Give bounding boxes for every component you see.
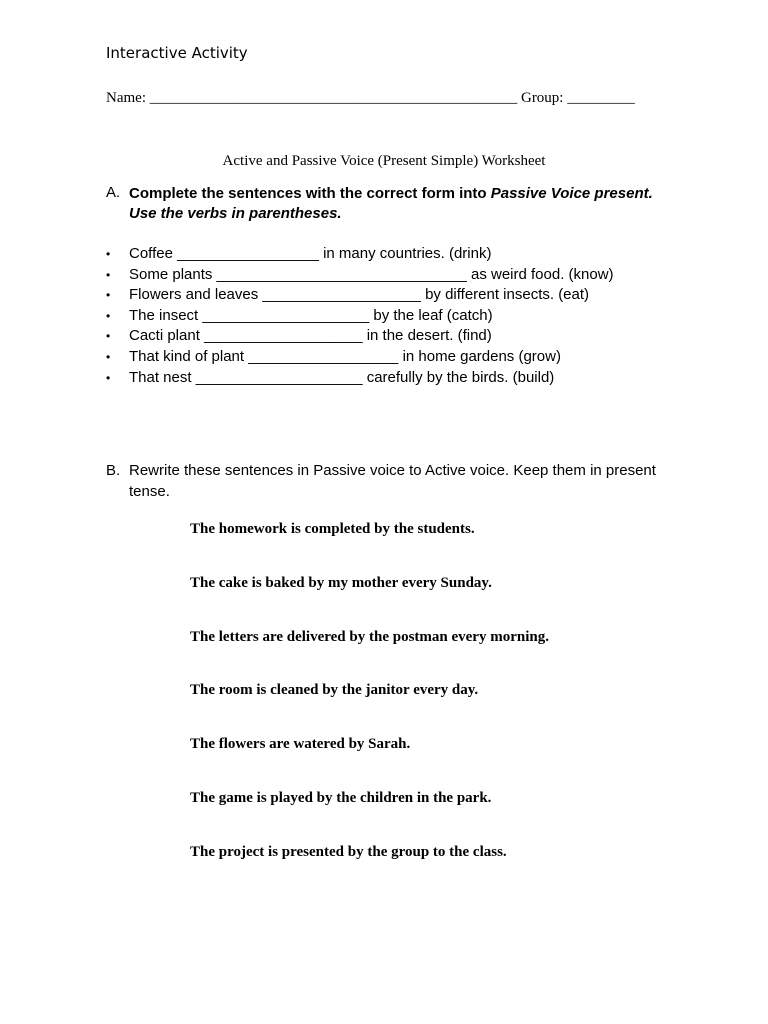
bullet-icon: • bbox=[106, 267, 111, 282]
bullet-icon: • bbox=[106, 370, 111, 385]
list-item: • Coffee _________________ in many countries. (drink) bbox=[106, 244, 614, 265]
section-a-instruction-italic: Passive Voice present. Use the verbs in parentheses. bbox=[129, 185, 653, 222]
section-b-sentences bbox=[190, 519, 549, 896]
section-a-marker: A. bbox=[106, 184, 121, 201]
list-item: • The insect ____________________ by the leaf (catch) bbox=[106, 306, 614, 327]
list-item: • That nest ____________________ carefully by the birds. (build) bbox=[106, 368, 614, 389]
sentence-item: The flowers are watered by Sarah. bbox=[190, 736, 411, 753]
section-a-list bbox=[106, 244, 614, 388]
list-item: • That kind of plant __________________ in home gardens (grow) bbox=[106, 347, 614, 368]
sentence-item: The letters are delivered by the postman every morning. bbox=[190, 628, 549, 645]
sentence-item: The project is presented by the group to the class. bbox=[190, 843, 507, 860]
bullet-icon: • bbox=[106, 329, 111, 344]
header-title: Interactive Activity bbox=[106, 44, 248, 62]
sentence-item: The game is played by the children in the park. bbox=[190, 789, 492, 806]
sentence-item: The homework is completed by the students. bbox=[190, 521, 475, 537]
section-b-marker: B. bbox=[106, 462, 121, 479]
bullet-icon: • bbox=[106, 349, 111, 364]
section-a-instruction bbox=[129, 184, 674, 224]
list-item: • Flowers and leaves ___________________ by different insects. (eat) bbox=[106, 285, 614, 306]
sentence-item: The room is cleaned by the janitor every day. bbox=[190, 682, 479, 699]
bullet-icon: • bbox=[106, 308, 111, 323]
worksheet-title: Active and Passive Voice (Present Simple) Worksheet bbox=[222, 153, 546, 169]
bullet-icon: • bbox=[106, 247, 111, 261]
list-item: • Cacti plant ___________________ in the desert. (find) bbox=[106, 326, 614, 347]
sentence-item: The cake is baked by my mother every Sunday. bbox=[190, 574, 492, 591]
bullet-icon: • bbox=[106, 288, 111, 303]
name-group-line: Name: _________________________________________________ Group: _________ bbox=[106, 90, 635, 106]
section-a-instruction-plain: Complete the sentences with the correct form into bbox=[129, 185, 491, 202]
list-item: • Some plants ______________________________ as weird food. (know) bbox=[106, 265, 614, 286]
section-b-instruction: Rewrite these sentences in Passive voice to Active voice. Keep them in present tense. bbox=[129, 462, 656, 500]
